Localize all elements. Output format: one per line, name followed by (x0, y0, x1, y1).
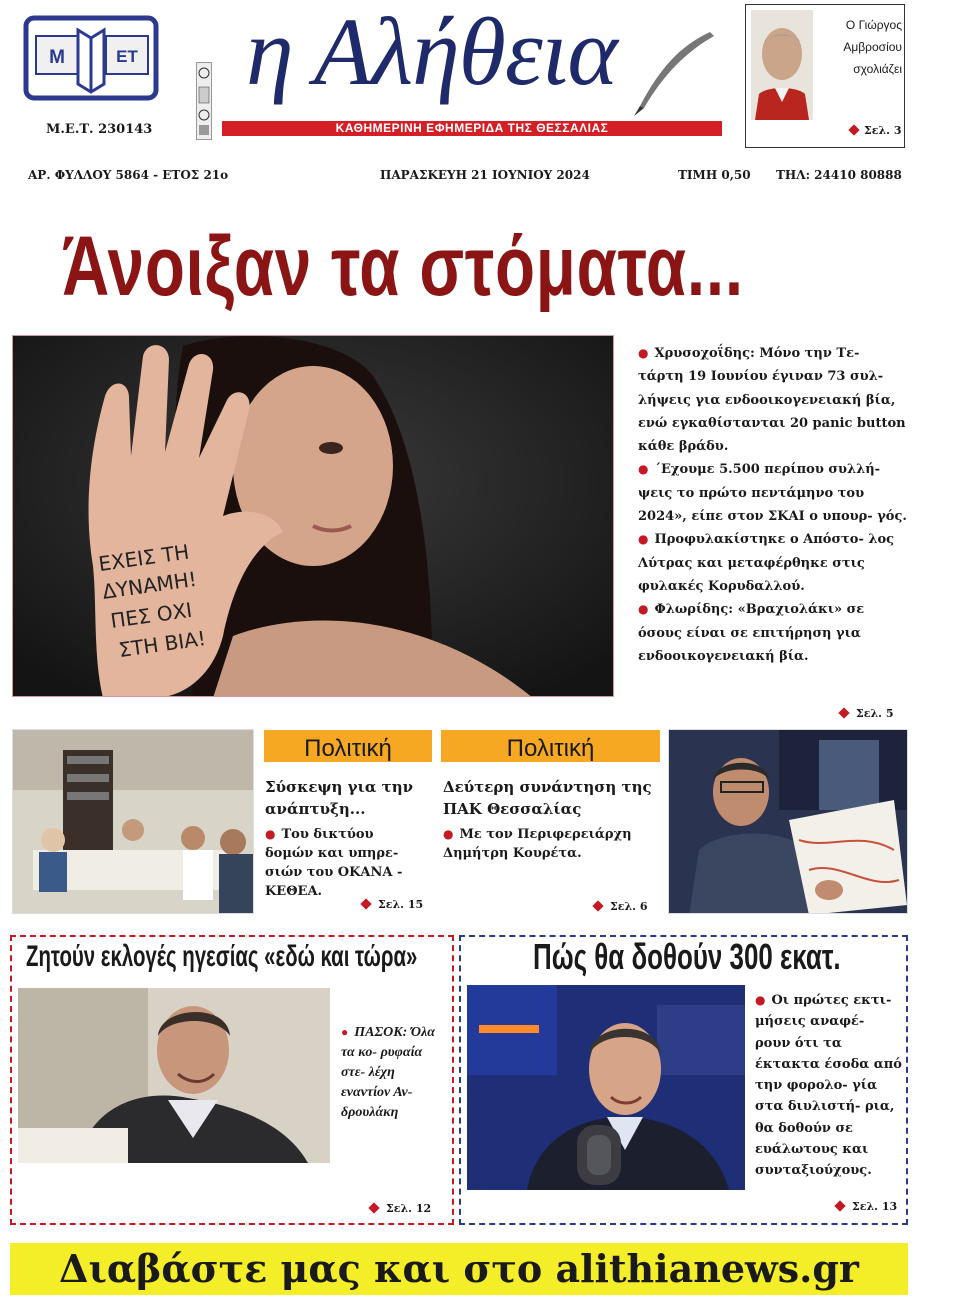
map-reading-photo[interactable] (668, 729, 908, 914)
story-text (443, 825, 658, 863)
meeting-photo[interactable] (12, 729, 254, 914)
story-title[interactable]: Δεύτερη συνάντηση της ΠΑΚ Θεσσαλίας (443, 778, 652, 818)
certification-badge-icon (196, 62, 212, 140)
story-page-ref[interactable] (594, 900, 648, 913)
bullet-dot-icon: ● (638, 462, 649, 477)
story-text-body: Του δικτύου δομών και υπηρε- σιών του ΟΚΑΝΑ - ΚΕΘΕΑ. (265, 827, 403, 899)
bullet-text: Φλωρίδης: «Βραχιολάκι» σε όσους είναι σε επιτήρηση για ενδοοικογενειακή βία. (638, 602, 865, 664)
bullet-dot-icon: ● (755, 993, 766, 1007)
quill-icon (600, 28, 720, 122)
section-tag-politics[interactable]: Πολιτική (441, 730, 660, 762)
diamond-icon (834, 1200, 845, 1211)
diamond-icon (368, 1202, 379, 1213)
diamond-icon (838, 707, 849, 718)
bullet-dot-icon: ● (341, 1025, 349, 1039)
story-box-text-body: ΠΑΣΟΚ: Όλα τα κο- ρυφαία στε- λέχη εναντίον Αν- δρουλάκη (341, 1025, 435, 1120)
story-box-page-ref[interactable] (370, 1202, 431, 1215)
page-ref-label: Σελ. 6 (610, 900, 648, 913)
phone-number: ΤΗΛ: 24410 80888 (776, 168, 902, 182)
prime-minister-photo[interactable] (467, 985, 745, 1190)
hand-text-line: ΠΕΣ ΟΧΙ (109, 597, 194, 633)
bullet-item (638, 458, 908, 528)
bullet-dot-icon: ● (265, 827, 276, 841)
website-promo-link[interactable]: Διαβάστε μας και στο alithianews.gr (59, 1246, 859, 1291)
bullet-dot-icon: ● (638, 532, 649, 547)
diamond-icon (848, 124, 859, 135)
page-ref-label: Σελ. 15 (378, 898, 424, 911)
diamond-icon (592, 900, 603, 911)
met-logo (22, 14, 160, 102)
tagline-bar: ΚΑΘΗΜΕΡΙΝΗ ΕΦΗΜΕΡΙΔΑ ΤΗΣ ΘΕΣΣΑΛΙΑΣ (222, 121, 722, 136)
page-ref-label: Σελ. 12 (386, 1202, 432, 1215)
logo-left-letter: Μ (49, 47, 65, 68)
main-headline[interactable]: Άνοιξαν τα στόματα... (62, 219, 744, 313)
bullet-text: ΄Εχουμε 5.500 περίπου συλλή- ψεις το πρώτο πεντάμηνο του 2024», είπε στον ΣΚΑΙ ο υπουρ- γός. (638, 462, 907, 525)
issue-date: ΠΑΡΑΣΚΕΥΗ 21 ΙΟΥΝΙΟΥ 2024 (380, 168, 590, 182)
columnist-photo (751, 10, 813, 120)
issue-price: ΤΙΜΗ 0,50 (678, 168, 751, 182)
hand-text-line: ΕΧΕΙΣ ΤΗ (96, 539, 191, 577)
bullet-dot-icon: ● (638, 602, 649, 617)
section-tag-politics[interactable]: Πολιτική (264, 730, 432, 762)
met-code: Μ.Ε.Τ. 230143 (46, 122, 153, 137)
hand-text-line: ΔΥΝΑΜΗ! (100, 566, 199, 604)
story-page-ref[interactable] (362, 898, 423, 911)
columnist-line: Αμβροσίου (843, 40, 902, 54)
story-box-text (755, 990, 903, 1182)
story-box-page-ref[interactable] (836, 1200, 897, 1213)
bullet-dot-icon: ● (638, 346, 649, 360)
story-box-text (341, 1022, 446, 1123)
page-ref-label: Σελ. 5 (856, 707, 894, 720)
page-ref-label: Σελ. 3 (864, 124, 902, 137)
story-text (265, 825, 420, 901)
main-story-page-ref[interactable] (840, 707, 894, 720)
columnist-text (810, 14, 902, 80)
story-box-title[interactable]: Πώς θα δοθούν 300 εκατ. (533, 936, 841, 977)
bullet-item (638, 528, 908, 598)
main-story-bullets (638, 342, 908, 668)
hand-text-line: ΣΤΗ ΒΙΑ! (117, 626, 208, 663)
story-title[interactable]: Σύσκεψη για την ανάπτυξη... (265, 778, 414, 818)
politician-photo[interactable] (18, 988, 330, 1163)
story-text-body: Με τον Περιφερειάρχη Δημήτρη Κουρέτα. (443, 827, 632, 861)
diamond-icon (360, 898, 371, 909)
bullet-item (638, 598, 908, 668)
bullet-item (638, 342, 908, 458)
story-box-text-body: Οι πρώτες εκτι- μήσεις αναφέ- ρουν ότι τα έκτακτα έσοδα από την φορολο- γία στα διυλιστή- ρια, θα δοθούν σε ευάλωτους και συνταξιούχους. (755, 993, 902, 1179)
columnist-line: σχολιάζει (853, 62, 902, 76)
logo-right-letters: ΕΤ (116, 47, 138, 66)
columnist-line: Ο Γιώργος (845, 18, 902, 32)
issue-number: ΑΡ. ΦΥΛΛΟΥ 5864 - ΕΤΟΣ 21ο (28, 168, 229, 182)
bullet-dot-icon: ● (443, 827, 454, 841)
bullet-text: Προφυλακίστηκε ο Απόστο- λος Λύτρας και μεταφέρθηκε στις φυλακές Κορυδαλλού. (638, 532, 895, 594)
page-ref-label: Σελ. 13 (852, 1200, 898, 1213)
story-box-title[interactable]: Ζητούν εκλογές ηγεσίας «εδώ και τώρα» (26, 940, 418, 973)
columnist-page-ref[interactable] (850, 124, 902, 137)
main-story-photo[interactable] (12, 335, 614, 697)
bullet-text: Χρυσοχοΐδης: Μόνο την Τε- τάρτη 19 Ιουνίου έγιναν 73 συλ- λήψεις για ενδοοικογενειακή βία, ενώ εγκαθίστανται 20 panic button κάθε βράδυ. (638, 346, 906, 455)
newspaper-title: η Αλήθεια (246, 0, 617, 105)
